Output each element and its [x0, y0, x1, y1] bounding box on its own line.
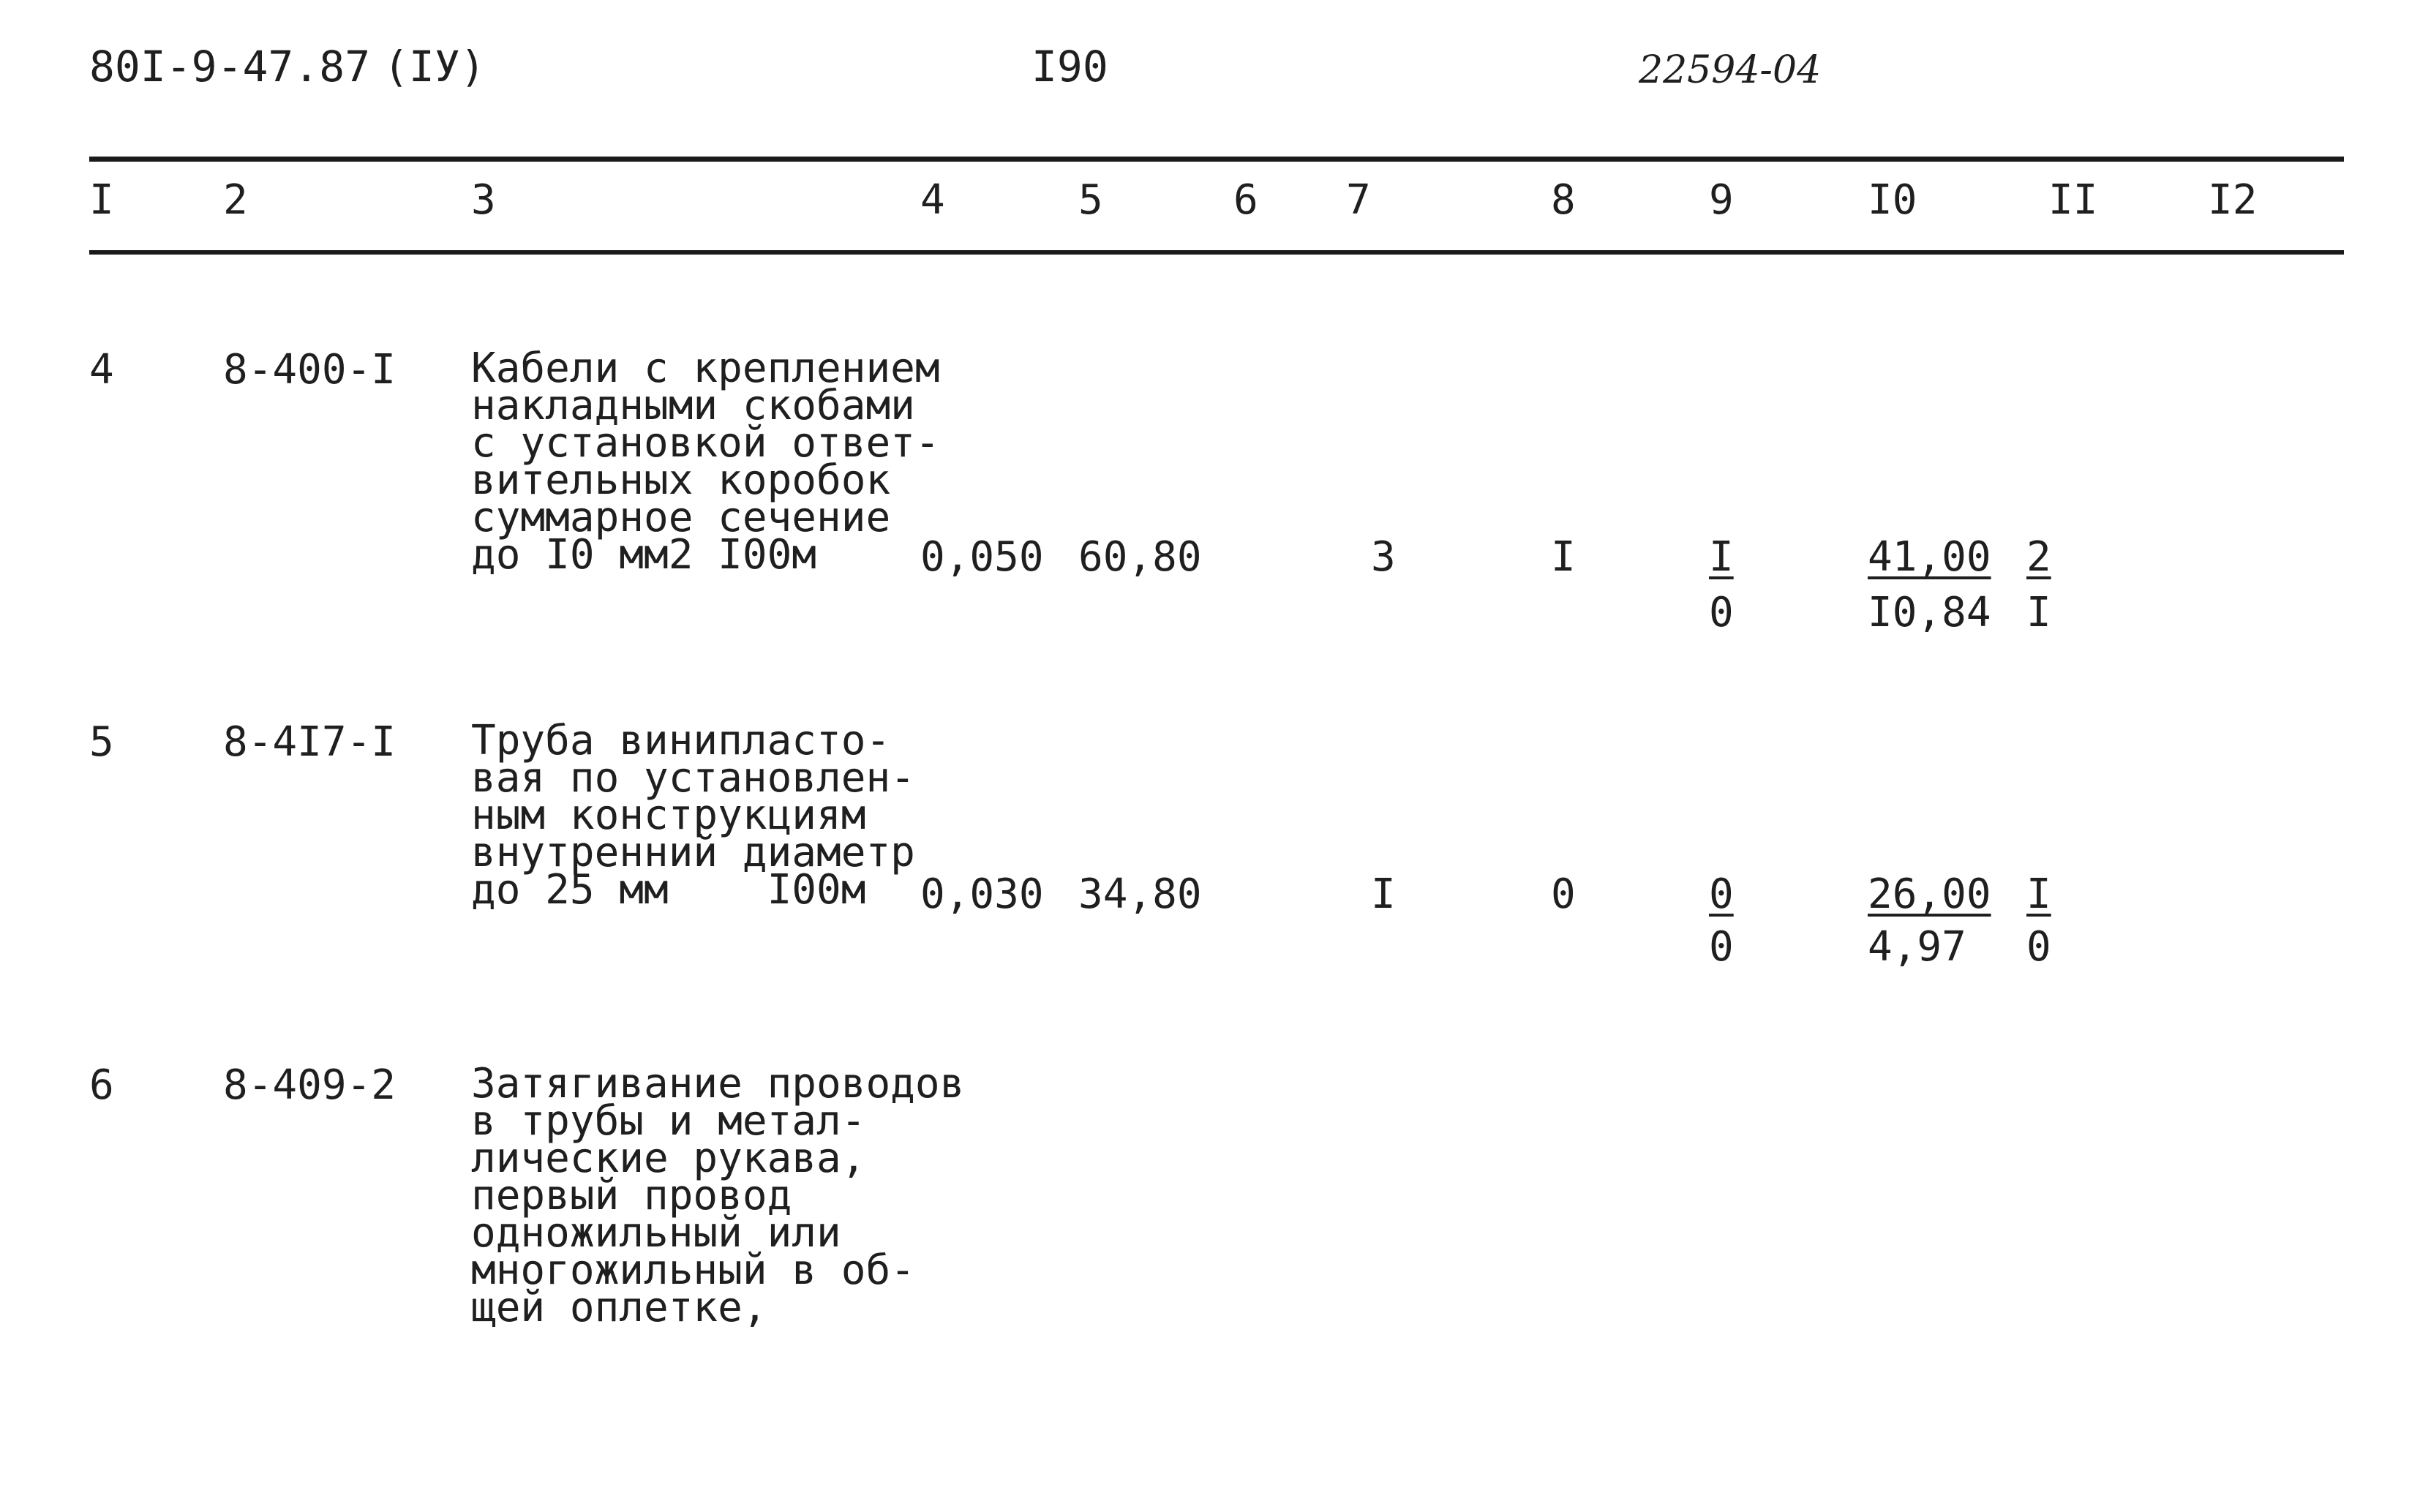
cell-col11-top: 2	[2026, 533, 2051, 581]
column-header: 7	[1346, 176, 1371, 224]
column-header: I	[89, 176, 114, 224]
work-description: Кабели с креплением накладными скобами с установкой ответ- вительных коробок суммарное сечение до I0 мм2 I00м	[471, 345, 940, 579]
column-header: 4	[920, 176, 945, 224]
column-header: I0	[1868, 176, 1917, 224]
cell-col7: I	[1371, 870, 1396, 918]
work-description: Труба винипласто- вая по установлен- ным конструкциям внутренний диаметр до 25 мм I00м	[471, 717, 915, 914]
cell-col10-top: 26,00	[1868, 870, 1991, 918]
cell-col11-bottom: 0	[2026, 923, 2051, 971]
rate-code: 8-409-2	[223, 1061, 397, 1109]
column-header: 2	[223, 176, 248, 224]
table-header-rule	[89, 250, 2344, 255]
rate-code: 8-400-I	[223, 346, 397, 394]
row-number: 5	[89, 718, 114, 766]
row-number: 4	[89, 346, 114, 394]
column-header: 3	[471, 176, 496, 224]
cell-col11-bottom: I	[2026, 589, 2051, 636]
cell-col8: I	[1551, 533, 1576, 581]
work-description: Затягивание проводов в трубы и метал- лические рукава, первый провод одножильный или многожильный в об- щей оплетке,	[471, 1060, 965, 1331]
document-code: 80I-9-47.87	[89, 42, 371, 91]
quantity: 0,030	[920, 870, 1044, 918]
column-header: 6	[1233, 176, 1258, 224]
quantity: 0,050	[920, 533, 1044, 581]
unit-cost: 60,80	[1078, 533, 1202, 581]
unit-cost: 34,80	[1078, 870, 1202, 918]
column-header: I2	[2208, 176, 2258, 224]
table-top-rule	[89, 157, 2344, 162]
rate-code: 8-4I7-I	[223, 718, 397, 766]
column-header: 9	[1709, 176, 1734, 224]
cell-col10-top: 41,00	[1868, 533, 1991, 581]
cell-col9-bottom: 0	[1709, 923, 1734, 971]
column-header: 8	[1551, 176, 1576, 224]
volume-label: (IУ)	[383, 42, 486, 91]
cell-col8: 0	[1551, 870, 1576, 918]
cell-col7: 3	[1371, 533, 1396, 581]
row-number: 6	[89, 1061, 114, 1109]
page-number: I90	[1031, 42, 1108, 91]
cell-col9-top: 0	[1709, 870, 1734, 918]
column-header: 5	[1078, 176, 1103, 224]
cell-col11-top: I	[2026, 870, 2051, 918]
column-header: II	[2048, 176, 2098, 224]
cell-col9-bottom: 0	[1709, 589, 1734, 636]
cell-col10-bottom: 4,97	[1868, 923, 1966, 971]
cell-col9-top: I	[1709, 533, 1734, 581]
cell-col10-bottom: I0,84	[1868, 589, 1991, 636]
archive-stamp-number: 22594-04	[1639, 48, 1822, 92]
